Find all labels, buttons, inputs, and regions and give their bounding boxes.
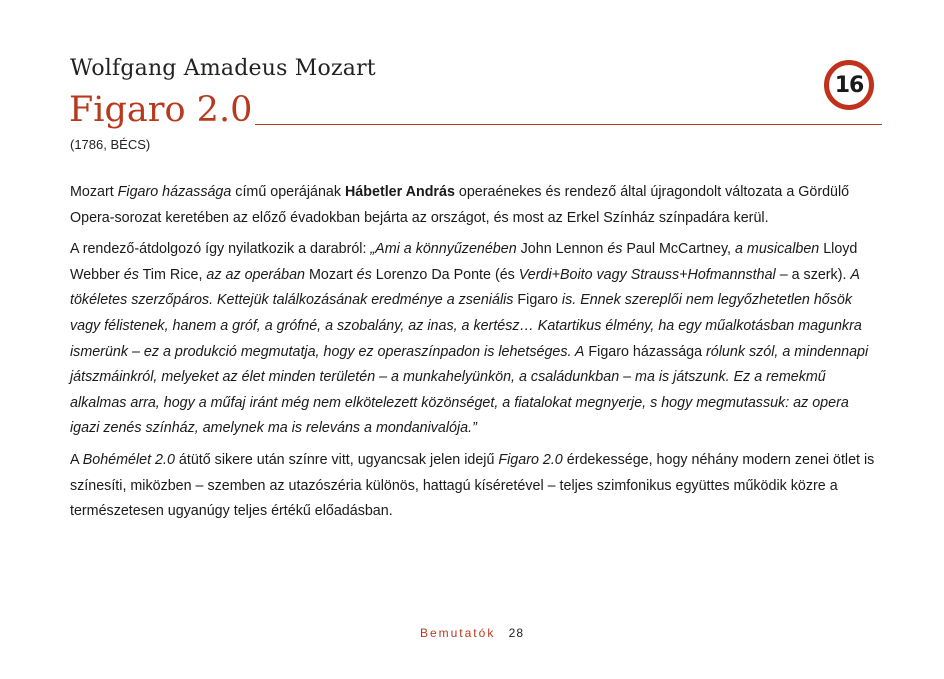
text-run-italic: és: [356, 266, 372, 283]
page-footer: [0, 626, 944, 640]
page-number: 28: [508, 626, 525, 640]
text-run: A rendező-átdolgozó így nyilatkozik a darabról:: [70, 241, 371, 258]
page-title: Figaro 2.0: [69, 90, 253, 130]
text-run: Lloyd Webber: [70, 241, 858, 283]
text-run: Lorenzo Da Ponte (és: [371, 266, 519, 283]
text-run: Figaro házassága: [584, 343, 707, 360]
text-run-italic: a musicalben: [734, 241, 820, 258]
text-run-bold: Hábetler András: [344, 184, 455, 200]
article-body: [70, 180, 878, 531]
text-run-italic: Figaro 2.0: [498, 451, 563, 468]
text-run: – a szerk).: [775, 266, 851, 283]
text-run-italic: „Ami a könnyűzenében: [370, 241, 517, 258]
text-run: átütő sikere után színre vitt, ugyancsak jelen idejű: [174, 451, 499, 468]
title-rule: [255, 124, 882, 125]
text-run-italic: A tökéletes szerzőpáros. Kettejük találkozásának eredménye a zseniális: [70, 266, 860, 309]
text-run: Mozart: [305, 266, 357, 283]
text-run: Paul McCartney,: [622, 241, 735, 258]
premiere-info: (1786, BÉCS): [70, 137, 151, 152]
text-run: A: [70, 451, 83, 468]
text-run-italic: és: [123, 266, 139, 283]
text-run-italic: rólunk szól, a mindennapi játszmáinkról, melyeket az élet minden területén – a munkahelyünkön, a családunkban – ma is játszunk. Ez a remekmű alkalmas arra, hogy a műfaj iránt még nem elkötelezett közönséget, a fiatalokat megnyerje, s hogy megmutassuk: az opera igazi zenés színház, amelynek ma is releváns a mondanivalója.”: [70, 343, 869, 437]
text-run-italic: is. Ennek szereplői nem legyőzhetetlen hősök vagy félistenek, hanem a gróf, a grófné, a szobalány, az inas, a kertész… Katartikus élmény, ha egy műalkotásban magunkra ismerünk – ez a produkció megmutatja, hogy ez operaszínpadon is lehetséges. A: [70, 292, 862, 360]
text-run: Tim Rice,: [138, 266, 207, 283]
text-run-italic: az az operában: [206, 266, 305, 283]
text-run: érdekessége, hogy néhány modern zenei ötlet is színesíti, miközben – szemben az utazószéria különös, hattagú kíséretével – teljes szimfonikus együttes működik közre a természetesen ugyanúgy teljes értékű előadásban.: [70, 451, 875, 520]
text-run: John Lennon: [516, 241, 608, 258]
age-rating-16-icon: [824, 60, 874, 110]
text-run-italic: Bohémélet 2.0: [82, 451, 175, 468]
paragraph-closing: [70, 448, 878, 525]
footer-section-label: Bemutatók: [419, 626, 496, 640]
age-rating-label: 16: [834, 72, 864, 98]
text-run: Figaro: [513, 292, 562, 309]
paragraph-intro: [70, 180, 878, 231]
composer-name: Wolfgang Amadeus Mozart: [70, 56, 376, 81]
paragraph-quote: [70, 237, 878, 442]
text-run: Mozart: [70, 184, 118, 200]
text-run-italic: Figaro házassága: [117, 184, 232, 200]
text-run-italic: és: [607, 241, 623, 258]
text-run: című operájának: [231, 184, 345, 200]
text-run-italic: Verdi+Boito vagy Strauss+Hofmannsthal: [518, 266, 776, 283]
text-run: operaénekes és rendező által újragondolt változata a Gördülő Opera-sorozat keretében az előző évadokban bejárta az országot, és most az Erkel Színház színpadára kerül.: [70, 184, 850, 226]
